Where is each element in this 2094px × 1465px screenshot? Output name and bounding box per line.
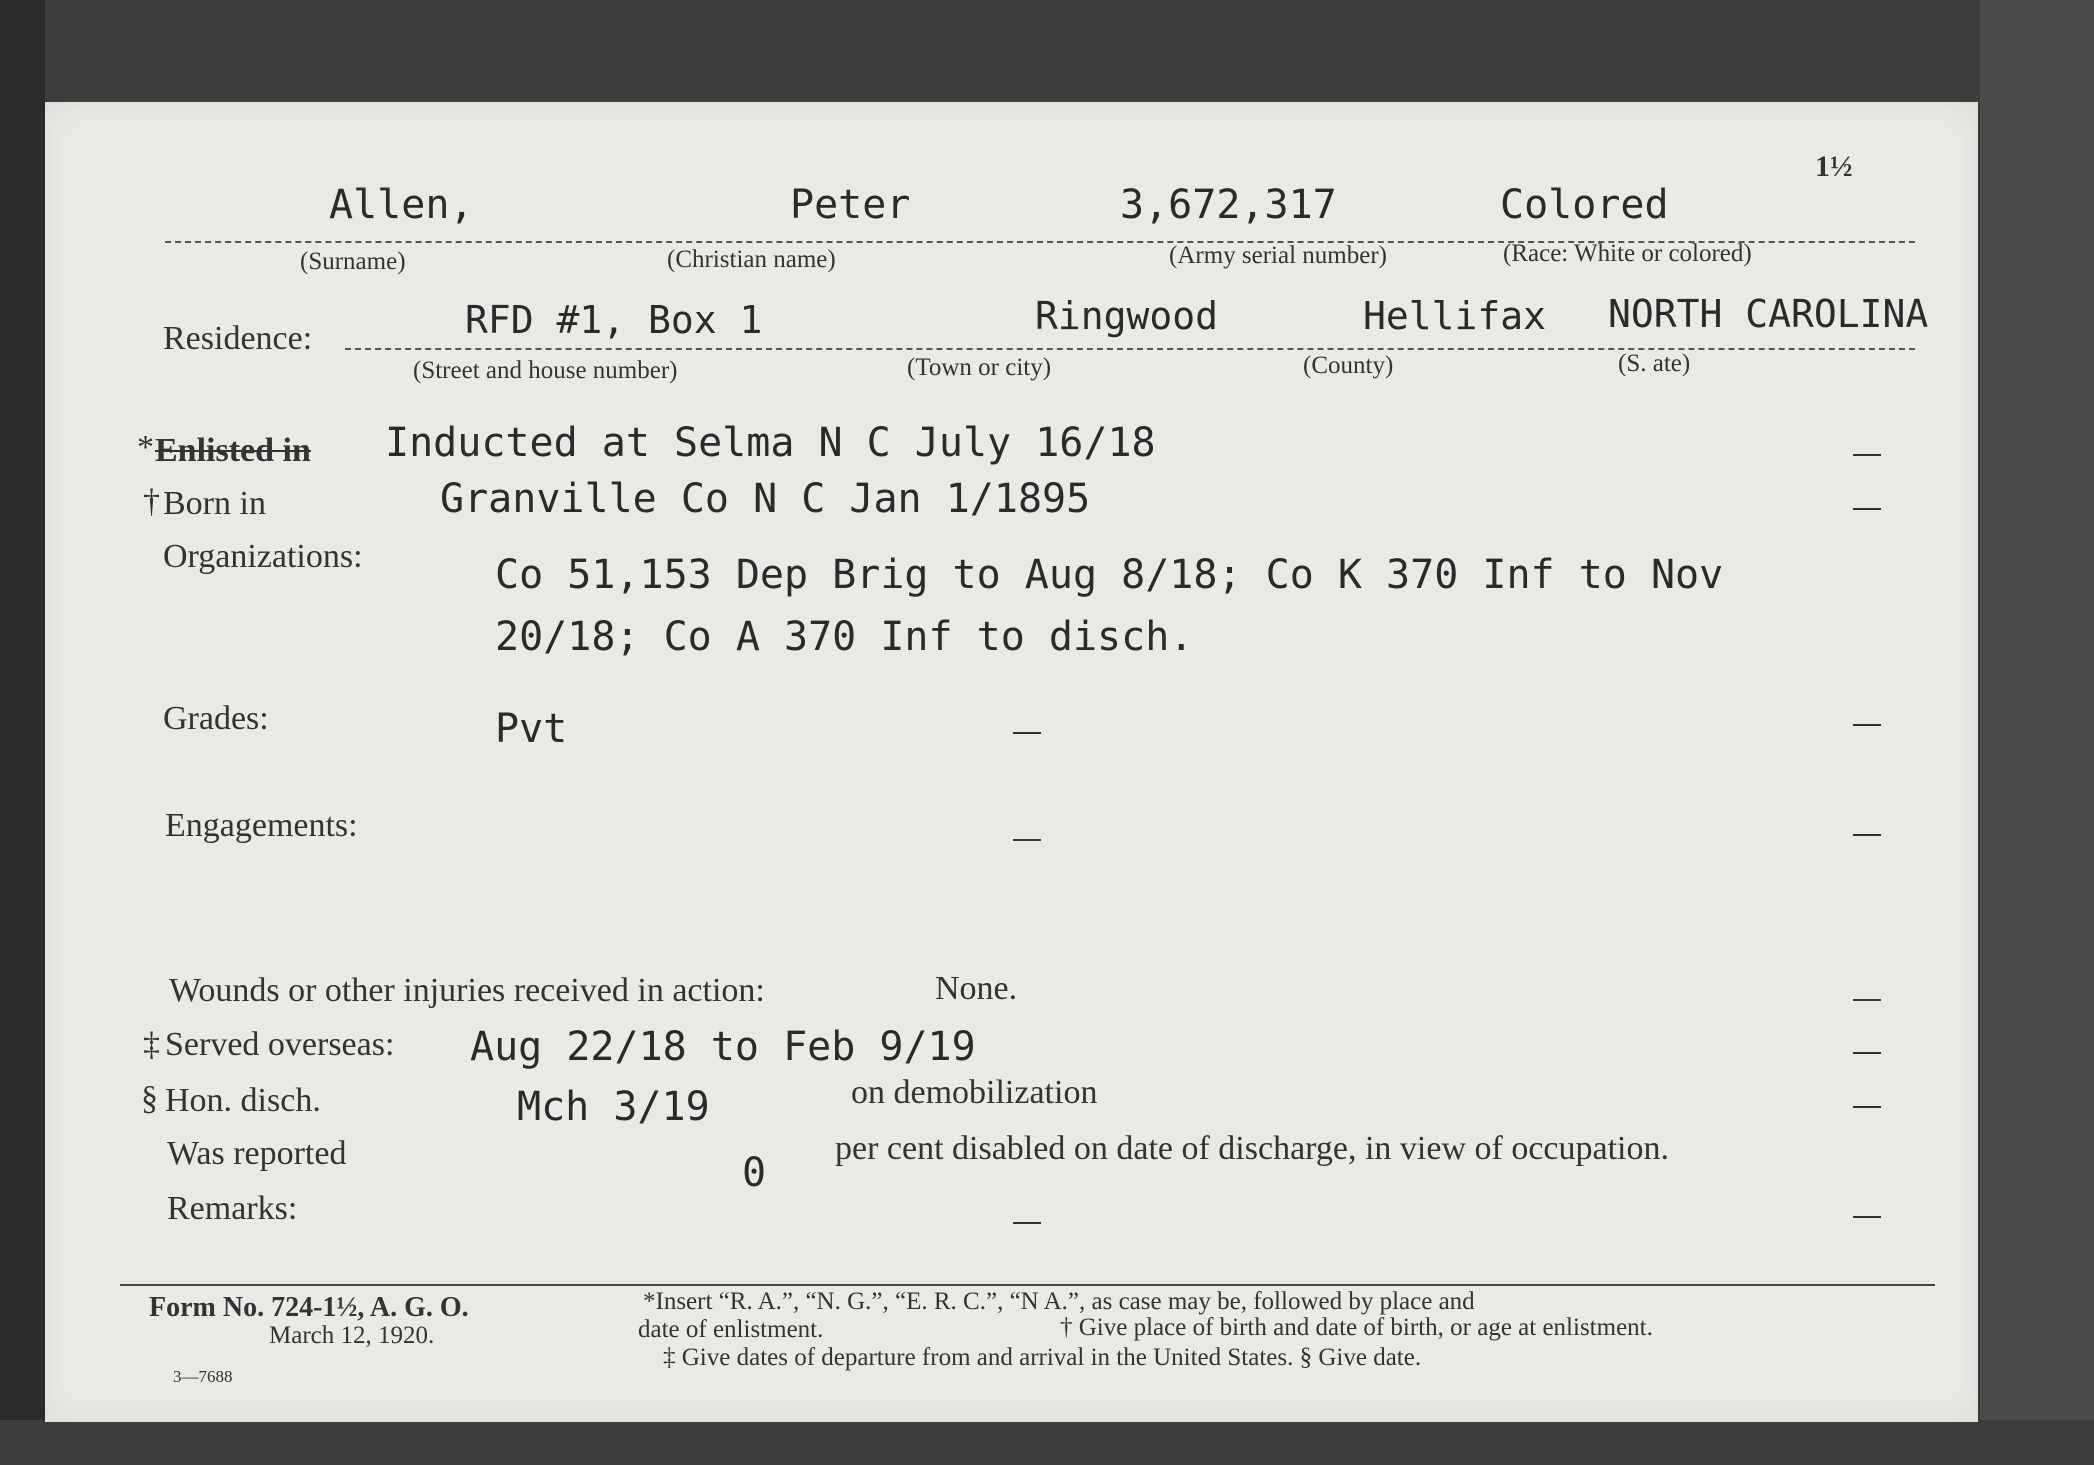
residence-town-value: Ringwood	[1035, 294, 1219, 338]
footnote-insert: *Insert “R. A.”, “N. G.”, “E. R. C.”, “N A.”, as case may be, followed by place and	[643, 1288, 1475, 1315]
organizations-line-2: 20/18; Co A 370 Inf to disch.	[495, 614, 1194, 660]
served-label: Served overseas:	[165, 1026, 395, 1063]
inducted-value: Inducted at Selma N C July 16/18	[385, 420, 1156, 466]
service-record-card	[45, 102, 1978, 1422]
grades-mid-mark	[1013, 732, 1041, 734]
grades-end-mark	[1853, 724, 1881, 726]
race-value: Colored	[1500, 182, 1669, 228]
remarks-mid-mark	[1013, 1222, 1041, 1224]
footer-rule	[120, 1284, 1935, 1286]
organizations-line-1: Co 51,153 Dep Brig to Aug 8/18; Co K 370 Inf to Nov	[495, 552, 1724, 598]
born-label: Born in	[163, 485, 266, 522]
residence-street-value: RFD #1, Box 1	[465, 298, 763, 342]
born-mark: †	[143, 483, 160, 520]
engagements-mid-mark	[1013, 839, 1041, 841]
wounds-end-mark	[1853, 999, 1881, 1001]
demobilization-text: on demobilization	[851, 1074, 1098, 1111]
remarks-end-mark	[1853, 1216, 1881, 1218]
enlisted-end-mark	[1853, 454, 1881, 456]
engagements-label: Engagements:	[165, 807, 358, 844]
enlisted-label: Enlisted in	[155, 432, 311, 469]
scan-background-left	[0, 0, 45, 1465]
residence-county-value: Hellifax	[1363, 294, 1547, 338]
state-caption: (S. ate)	[1618, 350, 1691, 377]
town-caption: (Town or city)	[907, 354, 1052, 381]
scan-background-right	[1980, 0, 2094, 1465]
serial-number-value: 3,672,317	[1120, 182, 1337, 228]
grades-label: Grades:	[163, 700, 269, 737]
county-caption: (County)	[1303, 352, 1394, 379]
christian-name-caption: (Christian name)	[667, 246, 836, 273]
footnote-dates: ‡ Give dates of departure from and arrival in the United States. § Give date.	[663, 1344, 1422, 1371]
born-end-mark	[1853, 508, 1881, 510]
disabled-text: per cent disabled on date of discharge, in view of occupation.	[835, 1130, 1669, 1167]
christian-name-value: Peter	[790, 182, 911, 228]
hon-mark: §	[141, 1080, 158, 1117]
reported-label: Was reported	[167, 1135, 347, 1172]
print-code: 3—7688	[173, 1367, 233, 1386]
hon-end-mark	[1853, 1106, 1881, 1108]
form-date: March 12, 1920.	[269, 1322, 435, 1349]
hon-disch-label: Hon. disch.	[165, 1082, 321, 1119]
served-end-mark	[1853, 1052, 1881, 1054]
race-caption: (Race: White or colored)	[1503, 240, 1752, 267]
organizations-label: Organizations:	[163, 538, 363, 575]
form-number: Form No. 724-1½, A. G. O.	[149, 1292, 469, 1323]
remarks-label: Remarks:	[167, 1190, 298, 1227]
engagements-end-mark	[1853, 834, 1881, 836]
served-overseas-value: Aug 22/18 to Feb 9/19	[470, 1024, 976, 1070]
wounds-label: Wounds or other injuries received in action:	[169, 972, 765, 1009]
surname-value: Allen,	[329, 182, 474, 228]
hon-disch-value: Mch 3/19	[517, 1084, 710, 1130]
street-caption: (Street and house number)	[413, 357, 678, 384]
served-mark: ‡	[143, 1026, 160, 1063]
serial-caption: (Army serial number)	[1169, 242, 1387, 269]
scan-background-bottom	[0, 1420, 2094, 1465]
born-value: Granville Co N C Jan 1/1895	[440, 476, 1091, 522]
residence-label: Residence:	[163, 320, 313, 357]
surname-caption: (Surname)	[300, 248, 406, 275]
wounds-value: None.	[935, 970, 1018, 1007]
residence-state-value: NORTH CAROLINA	[1608, 292, 1929, 336]
scan-background-top	[0, 0, 2094, 105]
percent-disabled-value: 0	[742, 1150, 767, 1196]
grade-value: Pvt	[495, 706, 568, 752]
footnote-enlistment: date of enlistment.	[638, 1316, 824, 1343]
enlisted-mark: *	[137, 429, 154, 466]
footnote-birth: † Give place of birth and date of birth, or age at enlistment.	[1060, 1314, 1653, 1341]
page-number: 1½	[1815, 150, 1853, 183]
